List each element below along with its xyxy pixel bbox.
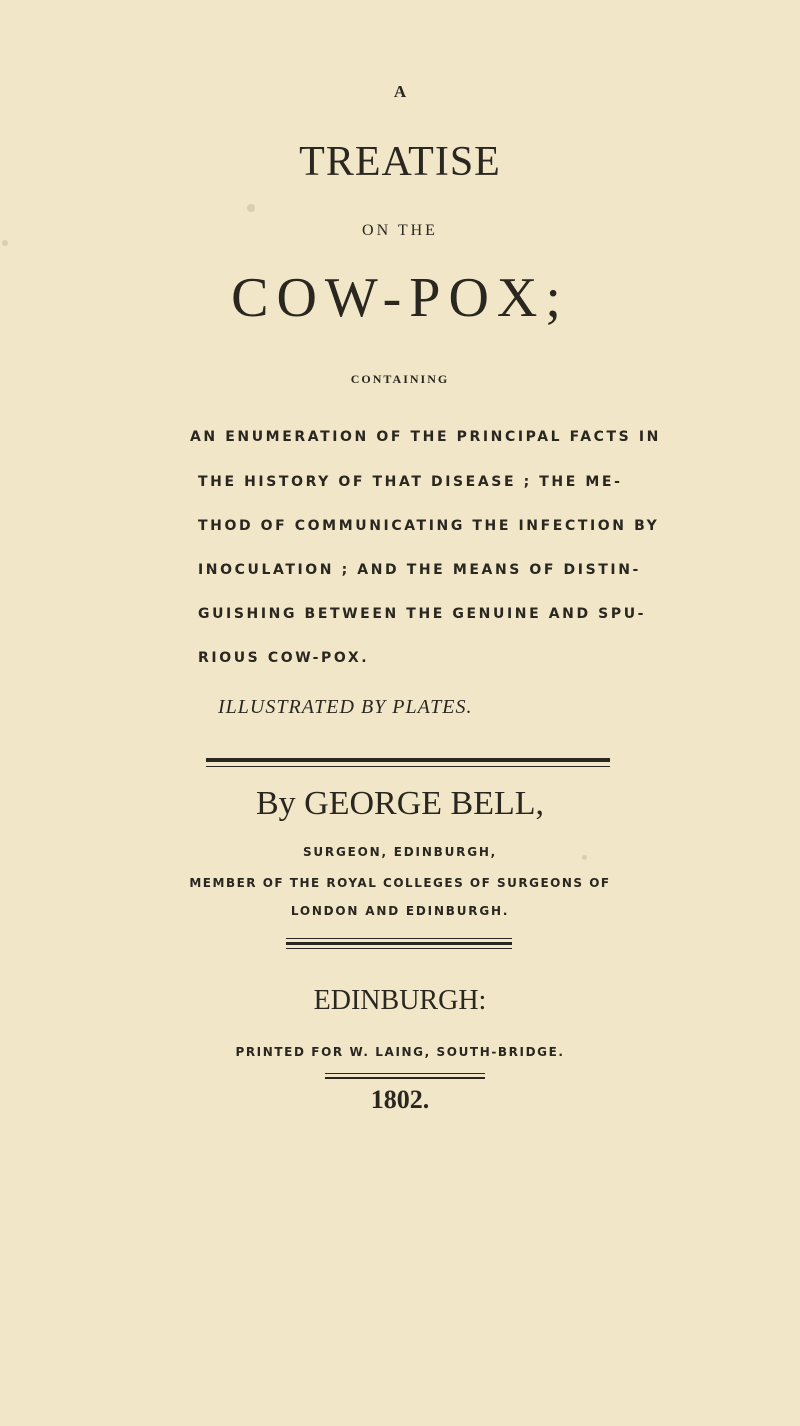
description-line: INOCULATION ; AND THE MEANS OF DISTIN- — [198, 562, 641, 578]
by-word: By — [255, 785, 296, 822]
author-credential: MEMBER OF THE ROYAL COLLEGES OF SURGEONS OF — [189, 876, 611, 890]
thick-rule — [286, 942, 512, 945]
description-line: THE HISTORY OF THAT DISEASE ; THE ME- — [198, 474, 623, 490]
article-a: A — [393, 82, 407, 101]
thin-rule — [286, 938, 512, 939]
printer-line: PRINTED FOR W. LAING, SOUTH-BRIDGE. — [235, 1045, 565, 1059]
thin-rule — [286, 948, 512, 949]
author-name: GEORGE BELL, — [304, 785, 545, 822]
on-the-line: ON THE — [362, 222, 438, 239]
paper-blemish — [247, 204, 255, 212]
imprint-city: EDINBURGH: — [313, 985, 487, 1016]
author-line — [0, 785, 800, 823]
subject-title: COW-POX; — [231, 267, 569, 329]
imprint-year: 1802. — [370, 1085, 430, 1114]
thick-rule — [325, 1077, 485, 1079]
main-title: TREATISE — [299, 139, 501, 185]
description-line: AN ENUMERATION OF THE PRINCIPAL FACTS IN — [190, 429, 661, 445]
paper-blemish — [2, 240, 8, 246]
description-line: RIOUS COW-POX. — [198, 650, 370, 666]
author-credential: LONDON AND EDINBURGH. — [290, 904, 510, 918]
author-credential: SURGEON, EDINBURGH, — [302, 845, 498, 859]
description-line: THOD OF COMMUNICATING THE INFECTION BY — [198, 518, 660, 534]
description-line: GUISHING BETWEEN THE GENUINE AND SPU- — [198, 606, 647, 622]
thick-rule — [206, 758, 610, 762]
thin-rule — [325, 1073, 485, 1074]
illustrated-line: ILLUSTRATED BY PLATES. — [218, 696, 473, 718]
containing-line: CONTAINING — [350, 372, 450, 386]
thin-rule — [206, 766, 610, 767]
